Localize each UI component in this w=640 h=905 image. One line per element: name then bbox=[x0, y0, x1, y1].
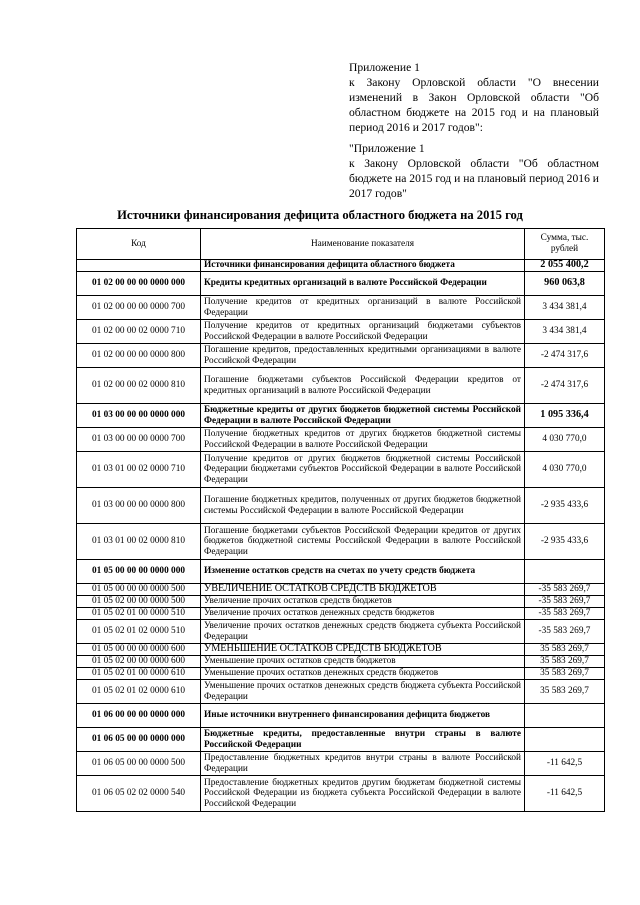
row-amount-cell bbox=[525, 704, 605, 728]
table-row bbox=[77, 260, 605, 272]
appendix-number: Приложение 1 bbox=[349, 61, 420, 74]
row-amount-cell: 35 583 269,7 bbox=[525, 644, 605, 656]
table-row bbox=[77, 272, 605, 296]
row-name-cell: Погашение бюджетами субъектов Российской Федерации кредитов от кредитных организаций в валюте Российской Федерации bbox=[201, 368, 525, 404]
row-amount-cell: 35 583 269,7 bbox=[525, 680, 605, 704]
row-code-cell: 01 03 00 00 00 0000 000 bbox=[77, 404, 201, 428]
row-name-cell: Получение кредитов от других бюджетов бюджетной системы Российской Федерации бюджетами субъектов Российской Федерации в валюте Российской Федерации bbox=[201, 452, 525, 488]
row-amount-cell: 3 434 381,4 bbox=[525, 320, 605, 344]
row-code-cell: 01 05 02 01 02 0000 610 bbox=[77, 680, 201, 704]
row-name-cell: Увеличение прочих остатков денежных средств бюджета субъекта Российской Федерации bbox=[201, 620, 525, 644]
row-amount-cell: 1 095 336,4 bbox=[525, 404, 605, 428]
row-name-cell: УВЕЛИЧЕНИЕ ОСТАТКОВ СРЕДСТВ БЮДЖЕТОВ bbox=[201, 584, 525, 596]
row-code-cell: 01 02 00 00 02 0000 710 bbox=[77, 320, 201, 344]
table-row bbox=[77, 560, 605, 584]
row-code-cell: 01 02 00 00 00 0000 000 bbox=[77, 272, 201, 296]
row-code-cell: 01 02 00 00 02 0000 810 bbox=[77, 368, 201, 404]
row-name-cell: Предоставление бюджетных кредитов внутри страны в валюте Российской Федерации bbox=[201, 752, 525, 776]
row-amount-cell: -2 935 433,6 bbox=[525, 524, 605, 560]
row-code-cell: 01 06 05 00 00 0000 000 bbox=[77, 728, 201, 752]
table-row bbox=[77, 404, 605, 428]
table-row bbox=[77, 752, 605, 776]
table-row bbox=[77, 608, 605, 620]
table-row bbox=[77, 320, 605, 344]
row-name-cell: Иные источники внутреннего финансирования дефицита бюджетов bbox=[201, 704, 525, 728]
table-row bbox=[77, 452, 605, 488]
row-code-cell: 01 03 00 00 00 0000 800 bbox=[77, 488, 201, 524]
table-row bbox=[77, 728, 605, 752]
row-amount-cell: -11 642,5 bbox=[525, 776, 605, 812]
row-name-cell: Увеличение прочих остатков денежных средств бюджетов bbox=[201, 608, 525, 620]
row-name-cell: Погашение бюджетных кредитов, полученных от других бюджетов бюджетной системы Российской Федерации в валюте Российской Федерации bbox=[201, 488, 525, 524]
row-amount-cell: 4 030 770,0 bbox=[525, 428, 605, 452]
column-header-name: Наименование показателя bbox=[201, 229, 525, 260]
row-amount-cell: 3 434 381,4 bbox=[525, 296, 605, 320]
document-title: Источники финансирования дефицита областного бюджета на 2015 год bbox=[117, 208, 523, 222]
column-header-code: Код bbox=[77, 229, 201, 260]
row-name-cell: Уменьшение прочих остатков средств бюджетов bbox=[201, 656, 525, 668]
original-law-reference: к Закону Орловской области "Об областном бюджете на 2015 год и на плановый период 2016 и 2017 годов" bbox=[349, 157, 599, 200]
row-name-cell: Увеличение прочих остатков средств бюджетов bbox=[201, 596, 525, 608]
row-code-cell bbox=[77, 260, 201, 272]
row-code-cell: 01 03 00 00 00 0000 700 bbox=[77, 428, 201, 452]
row-name-cell: Бюджетные кредиты, предоставленные внутри страны в валюте Российской Федерации bbox=[201, 728, 525, 752]
row-name-cell: Предоставление бюджетных кредитов другим бюджетам бюджетной системы Российской Федерации из бюджета субъекта Российской Федерации в валюте Российской Федерации bbox=[201, 776, 525, 812]
row-name-cell: Получение кредитов от кредитных организаций бюджетами субъектов Российской Федерации в валюте Российской Федерации bbox=[201, 320, 525, 344]
row-amount-cell: 35 583 269,7 bbox=[525, 668, 605, 680]
row-amount-cell: -35 583 269,7 bbox=[525, 596, 605, 608]
row-code-cell: 01 05 00 00 00 0000 600 bbox=[77, 644, 201, 656]
row-amount-cell: -35 583 269,7 bbox=[525, 608, 605, 620]
row-code-cell: 01 06 05 02 02 0000 540 bbox=[77, 776, 201, 812]
financing-sources-table bbox=[76, 228, 605, 812]
table-row bbox=[77, 368, 605, 404]
row-amount-cell: 35 583 269,7 bbox=[525, 656, 605, 668]
row-code-cell: 01 05 00 00 00 0000 500 bbox=[77, 584, 201, 596]
row-code-cell: 01 05 02 00 00 0000 600 bbox=[77, 656, 201, 668]
amending-law-reference: к Закону Орловской области "О внесении изменений в Закон Орловской области "Об областном бюджете на 2015 год и на плановый период 2016 и 2017 годов": bbox=[349, 76, 599, 134]
row-amount-cell bbox=[525, 728, 605, 752]
row-code-cell: 01 05 02 01 00 0000 610 bbox=[77, 668, 201, 680]
row-name-cell: Источники финансирования дефицита областного бюджета bbox=[201, 260, 525, 272]
row-code-cell: 01 03 01 00 02 0000 710 bbox=[77, 452, 201, 488]
row-code-cell: 01 03 01 00 02 0000 810 bbox=[77, 524, 201, 560]
table-row bbox=[77, 644, 605, 656]
table-row bbox=[77, 620, 605, 644]
row-name-cell: УМЕНЬШЕНИЕ ОСТАТКОВ СРЕДСТВ БЮДЖЕТОВ bbox=[201, 644, 525, 656]
row-code-cell: 01 05 00 00 00 0000 000 bbox=[77, 560, 201, 584]
table-row bbox=[77, 704, 605, 728]
row-amount-cell: -11 642,5 bbox=[525, 752, 605, 776]
appendix-preamble bbox=[349, 60, 599, 201]
table-row bbox=[77, 296, 605, 320]
row-amount-cell: 4 030 770,0 bbox=[525, 452, 605, 488]
row-name-cell: Изменение остатков средств на счетах по учету средств бюджета bbox=[201, 560, 525, 584]
row-name-cell: Получение кредитов от кредитных организаций в валюте Российской Федерации bbox=[201, 296, 525, 320]
table-body bbox=[77, 260, 605, 812]
table-row bbox=[77, 488, 605, 524]
original-appendix-number: "Приложение 1 bbox=[349, 142, 425, 155]
row-name-cell: Кредиты кредитных организаций в валюте Российской Федерации bbox=[201, 272, 525, 296]
row-code-cell: 01 05 02 01 02 0000 510 bbox=[77, 620, 201, 644]
row-amount-cell: -2 474 317,6 bbox=[525, 344, 605, 368]
table-row bbox=[77, 344, 605, 368]
row-amount-cell: -2 474 317,6 bbox=[525, 368, 605, 404]
row-amount-cell bbox=[525, 560, 605, 584]
row-amount-cell: -35 583 269,7 bbox=[525, 584, 605, 596]
table-header-row bbox=[77, 229, 605, 260]
row-code-cell: 01 06 00 00 00 0000 000 bbox=[77, 704, 201, 728]
table-row bbox=[77, 524, 605, 560]
table-row bbox=[77, 668, 605, 680]
row-amount-cell: -2 935 433,6 bbox=[525, 488, 605, 524]
row-name-cell: Бюджетные кредиты от других бюджетов бюджетной системы Российской Федерации в валюте Российской Федерации bbox=[201, 404, 525, 428]
row-name-cell: Погашение кредитов, предоставленных кредитными организациями в валюте Российской Федерации bbox=[201, 344, 525, 368]
table-row bbox=[77, 584, 605, 596]
column-header-amount: Сумма, тыс. рублей bbox=[525, 229, 605, 260]
table-row bbox=[77, 776, 605, 812]
row-amount-cell: 960 063,8 bbox=[525, 272, 605, 296]
table-row bbox=[77, 428, 605, 452]
row-name-cell: Уменьшение прочих остатков денежных средств бюджета субъекта Российской Федерации bbox=[201, 680, 525, 704]
row-code-cell: 01 05 02 00 00 0000 500 bbox=[77, 596, 201, 608]
row-name-cell: Получение бюджетных кредитов от других бюджетов бюджетной системы Российской Федерации в валюте Российской Федерации bbox=[201, 428, 525, 452]
table-row bbox=[77, 596, 605, 608]
row-amount-cell: -35 583 269,7 bbox=[525, 620, 605, 644]
row-name-cell: Уменьшение прочих остатков денежных средств бюджетов bbox=[201, 668, 525, 680]
row-code-cell: 01 02 00 00 00 0000 700 bbox=[77, 296, 201, 320]
row-code-cell: 01 02 00 00 00 0000 800 bbox=[77, 344, 201, 368]
table-row bbox=[77, 656, 605, 668]
row-amount-cell: 2 055 400,2 bbox=[525, 260, 605, 272]
table-row bbox=[77, 680, 605, 704]
row-code-cell: 01 06 05 00 00 0000 500 bbox=[77, 752, 201, 776]
row-code-cell: 01 05 02 01 00 0000 510 bbox=[77, 608, 201, 620]
row-name-cell: Погашение бюджетами субъектов Российской Федерации кредитов от других бюджетов бюджетной системы Российской Федерации в валюте Российской Федерации bbox=[201, 524, 525, 560]
